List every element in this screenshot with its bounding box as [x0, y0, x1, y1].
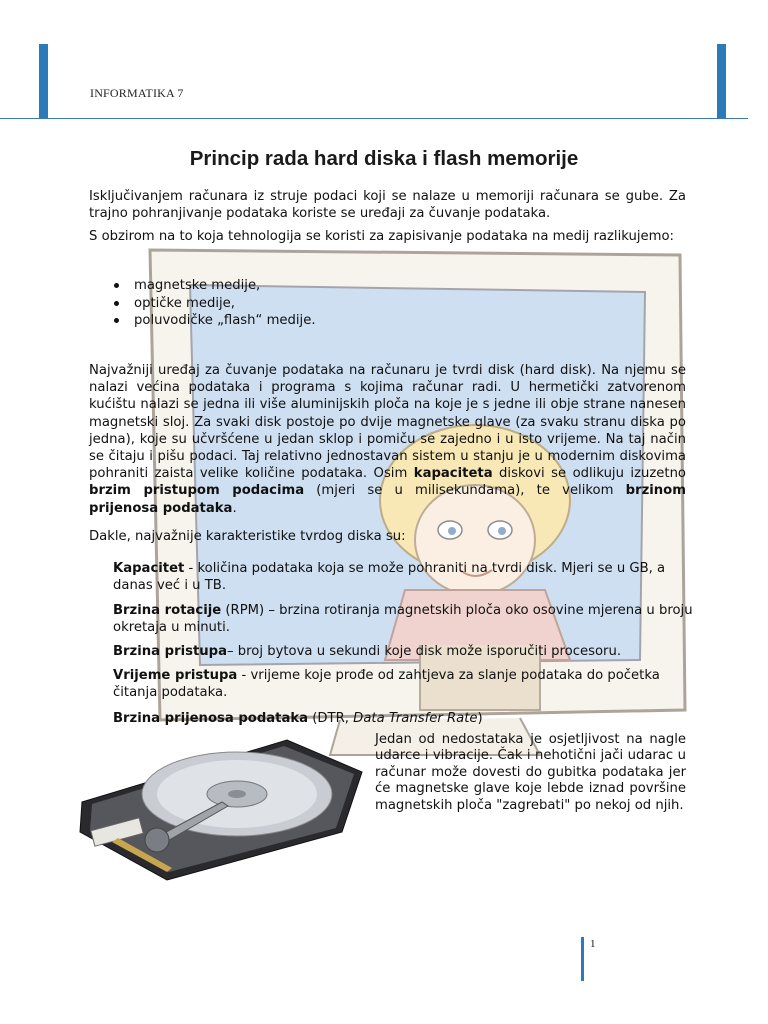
hard-disk-text-c: (mjeri se u milisekundama), te velikom [304, 483, 626, 499]
drawback-paragraph: Jedan od nedostataka je osjetljivost na nagle udarce i vibracije. Čak i nehotični jači udarac u računar može dovesti do gubitka podataka jer će magnetske glave koje lebde iznad površine magnetskih ploča "zagrebati" po nekoj od njih. [375, 732, 686, 813]
list-item: optičke medije, [108, 295, 316, 313]
footer-accent-bar [581, 937, 584, 981]
characteristic-desc: – broj bytova u sekundi koje disk može isporučiti procesoru. [226, 644, 622, 659]
characteristic-transfer-rate [113, 710, 693, 727]
term-transfer-speed: brzinom prijenosa podataka [89, 483, 686, 516]
hard-disk-text-a: Najvažniji uređaj za čuvanje podataka na računaru je tvrdi disk (hard disk). Na njemu se nalazi većina podataka i programa s kojima računar radi. U hermetički zatvorenom kućištu nalazi se jedna ili više aluminijskih ploča na koje je s jedne ili obje strane nanesen magnetski sloj. Za svaki disk postoje po dvije magnetske glave (za svaku stranu diska po jedna), koje su učvršćene u jedan sklop i pomiču se zajedno i u isto vrijeme. Na taj način se čitaju i pišu podaci. Taj relativno jednostavan sistem u stanju je u modernim diskovima pohraniti zaista velike količine podataka. Osim [89, 363, 686, 482]
characteristic-term: Brzina prijenosa podataka [113, 711, 309, 726]
header-accent-bar-right [717, 44, 726, 118]
characteristic-desc-close: ) [477, 711, 483, 726]
term-capacity: kapaciteta [413, 466, 493, 482]
page-title: Princip rada hard diska i flash memorije [189, 147, 579, 170]
header-accent-bar-left [39, 44, 48, 118]
characteristic-rotation [113, 602, 693, 636]
characteristic-term: Kapacitet [113, 561, 185, 576]
page-number: 1 [590, 938, 596, 950]
storage-media-list [108, 277, 316, 330]
characteristic-capacity [113, 560, 693, 594]
characteristic-access-speed [113, 643, 693, 660]
characteristic-desc: (RPM) – brzina rotiranja magnetskih ploča oko osovine mjerena u broju okretaja u minuti. [113, 603, 693, 636]
hard-disk-image [72, 732, 368, 882]
characteristic-term: Vrijeme pristupa [113, 668, 238, 683]
characteristic-access-time [113, 667, 693, 701]
characteristic-term: Brzina pristupa [113, 644, 227, 659]
intro-paragraph-2: S obzirom na to koja tehnologija se koristi za zapisivanje podataka na medij razlikujemo: [89, 229, 674, 244]
header-rule [0, 118, 748, 119]
list-item: poluvodičke „flash“ medije. [108, 312, 316, 330]
list-item: magnetske medije, [108, 277, 316, 295]
term-fast-access: brzim pristupom podacima [89, 483, 305, 499]
characteristic-desc: - količina podataka koja se može pohraniti na tvrdi disk. Mjeri se u GB, a danas već i u TB. [113, 561, 666, 594]
characteristic-desc-open: (DTR, [308, 711, 354, 726]
header-subject: INFORMATIKA 7 [90, 86, 184, 100]
intro-paragraph-1: Isključivanjem računara iz struje podaci koji se nalaze u memoriji računara se gube. Za trajno pohranjivanje podataka koriste se uređaji za čuvanje podataka. [89, 189, 686, 222]
hard-disk-text-b: diskovi se odlikuju izuzetno [492, 466, 686, 482]
characteristics-intro: Dakle, najvažnije karakteristike tvrdog diska su: [89, 529, 406, 544]
hard-disk-text-d: . [232, 500, 237, 516]
characteristic-desc-italic: Data Transfer Rate [353, 711, 478, 726]
characteristic-desc: - vrijeme koje prođe od zahtjeva za slanje podataka do početka čitanja podataka. [113, 668, 660, 701]
characteristic-term: Brzina rotacije [113, 603, 222, 618]
hard-disk-paragraph [89, 362, 686, 517]
